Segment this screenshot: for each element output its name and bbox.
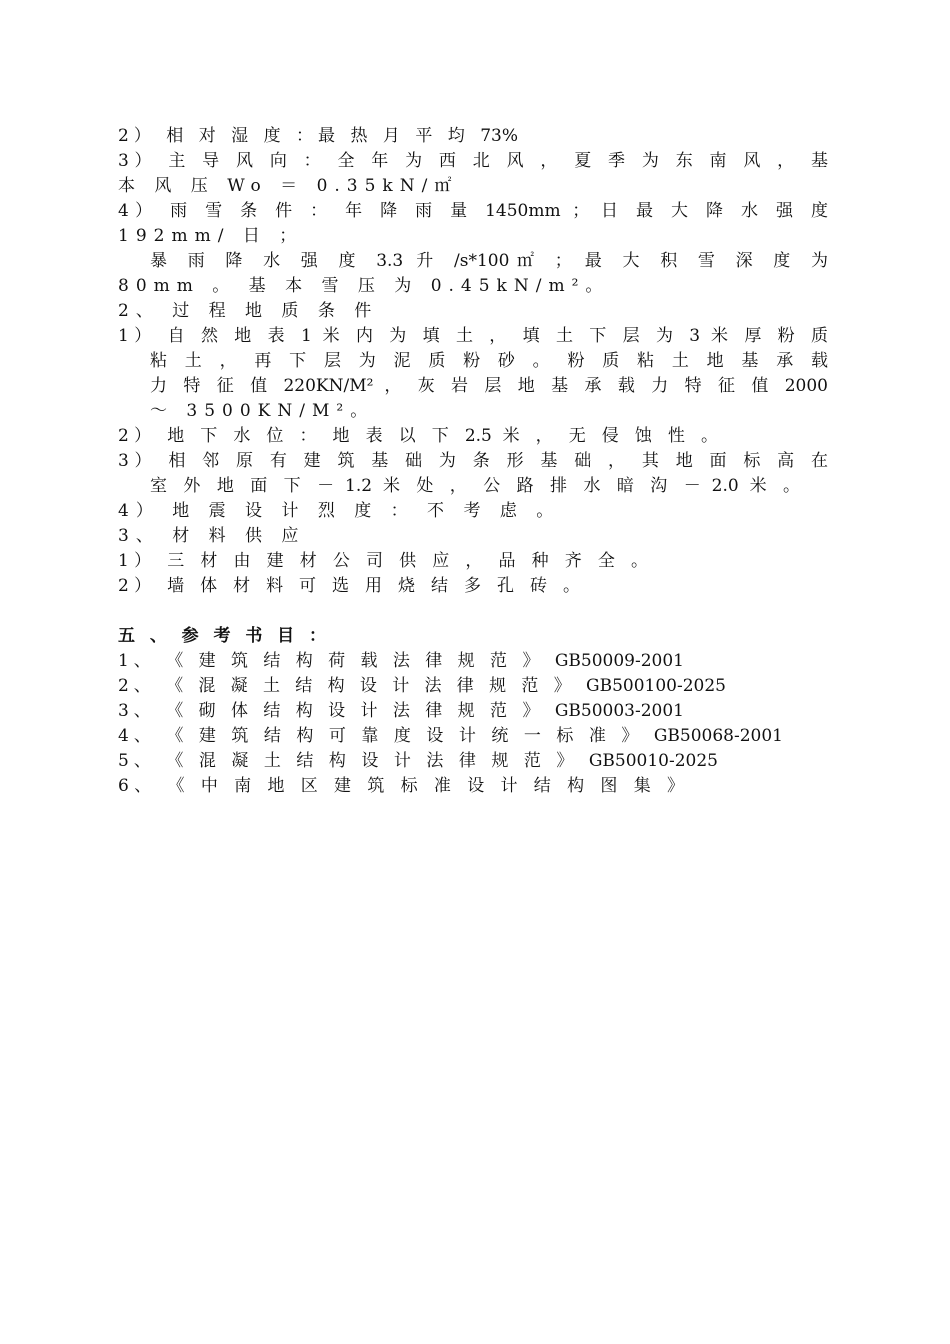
reference-item-6: 6、 《 中 南 地 区 建 筑 标 准 设 计 结 构 图 集 》 (118, 776, 684, 796)
geology-line-3: 力 特 征 值 220KN/M² ， 灰 岩 层 地 基 承 载 力 特 征 值 2000 (150, 376, 828, 396)
references-heading: 五 、 参 考 书 目 ： (118, 626, 326, 646)
materials-line-1: 1） 三 材 由 建 材 公 司 供 应 ， 品 种 齐 全 。 (118, 551, 648, 571)
storm-line-2: 80mm 。 基 本 雪 压 为 0.45kN/m²。 (118, 276, 610, 296)
reference-item-4: 4、 《 建 筑 结 构 可 靠 度 设 计 统 一 标 准 》 GB50068-2001 (118, 726, 783, 746)
reference-item-2: 2、 《 混 凝 土 结 构 设 计 法 律 规 范 》 GB500100-2025 (118, 676, 726, 696)
groundwater-line: 2） 地 下 水 位 ： 地 表 以 下 2.5 米 ， 无 侵 蚀 性 。 (118, 426, 718, 446)
wind-line-1: 3） 主 导 风 向 ： 全 年 为 西 北 风 ， 夏 季 为 东 南 风 ， 基 (118, 151, 828, 171)
reference-item-3: 3、 《 砌 体 结 构 设 计 法 律 规 范 》 GB50003-2001 (118, 701, 684, 721)
geology-line-4: ～ 3500KN/M²。 (150, 401, 375, 421)
rain-line-1: 4） 雨 雪 条 件 ： 年 降 雨 量 1450mm ； 日 最 大 降 水 强 度 (118, 201, 828, 221)
foundation-line-1: 3） 相 邻 原 有 建 筑 基 础 为 条 形 基 础 ， 其 地 面 标 高 在 (118, 451, 828, 471)
wind-line-2: 本 风 压 Wo ＝ 0.35kN/㎡ (118, 176, 459, 196)
foundation-line-2: 室 外 地 面 下 － 1.2 米 处 ， 公 路 排 水 暗 沟 － 2.0 米 。 (150, 476, 800, 496)
storm-line-1: 暴 雨 降 水 强 度 3.3 升 /s*100㎡ ； 最 大 积 雪 深 度 为 (150, 251, 828, 271)
seismic-line: 4） 地 震 设 计 烈 度 ： 不 考 虑 。 (118, 501, 561, 521)
section-heading-materials: 3、 材 料 供 应 (118, 526, 306, 546)
reference-item-5: 5、 《 混 凝 土 结 构 设 计 法 律 规 范 》 GB50010-2025 (118, 751, 718, 771)
geology-line-2: 粘 土 ， 再 下 层 为 泥 质 粉 砂 。 粉 质 粘 土 地 基 承 载 (150, 351, 828, 371)
materials-line-2: 2） 墙 体 材 料 可 选 用 烧 结 多 孔 砖 。 (118, 576, 580, 596)
reference-item-1: 1、 《 建 筑 结 构 荷 载 法 律 规 范 》 GB50009-2001 (118, 651, 684, 671)
rain-line-2: 192mm/ 日 ； (118, 226, 304, 246)
geology-line-1: 1） 自 然 地 表 1 米 内 为 填 土 ， 填 土 下 层 为 3 米 厚 粉 质 (118, 326, 828, 346)
humidity-line: 2） 相 对 湿 度 ：最 热 月 平 均 73% (118, 126, 518, 146)
section-heading-geology: 2、 过 程 地 质 条 件 (118, 301, 379, 321)
